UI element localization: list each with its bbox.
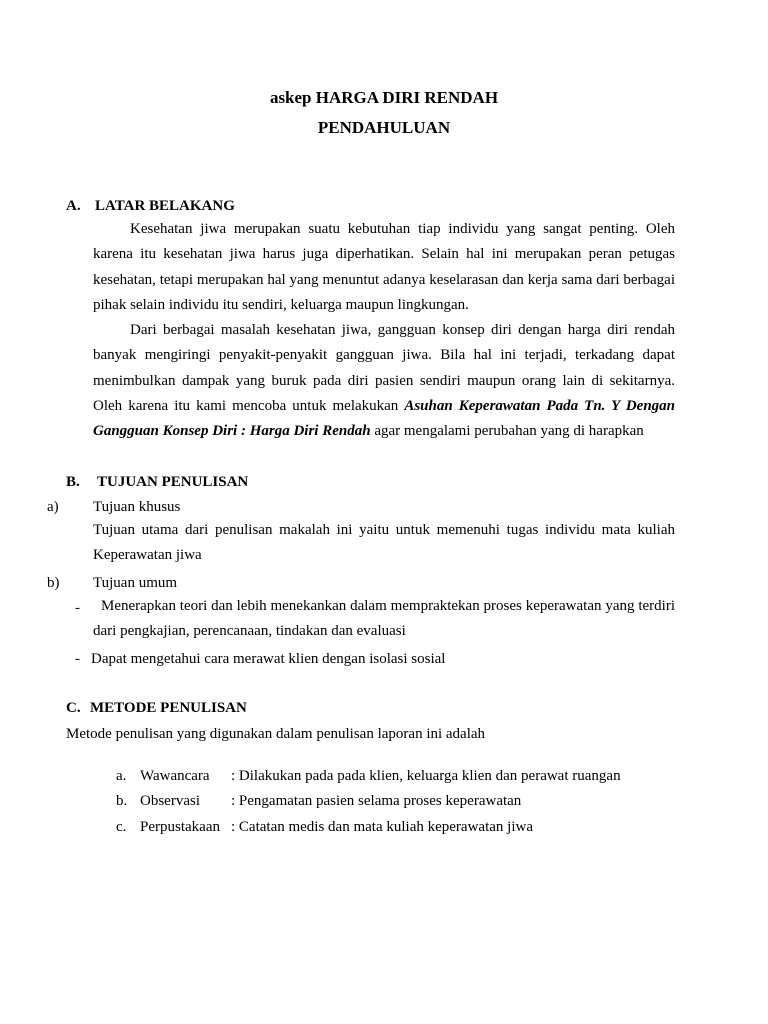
method-marker: a. [116,768,127,784]
section-a-heading: LATAR BELAKANG [95,198,235,214]
method-name: Observasi [140,793,200,809]
item-a-marker: a) [47,499,59,515]
item-a-text: Tujuan utama dari penulisan makalah ini yaitu untuk memenuhi tugas individu mata kuliah Keperawatan jiwa [93,522,675,564]
method-marker: c. [116,819,127,835]
item-a-title: Tujuan khusus [93,499,181,515]
method-name: Perpustakaan [140,819,220,835]
document-title [0,88,768,108]
section-c-intro: Metode penulisan yang digunakan dalam penulisan laporan ini adalah [66,726,486,742]
paragraph-2-text: Dari berbagai masalah kesehatan jiwa, gangguan konsep diri dengan harga diri rendah banyak mengiringi penyakit-penyakit gangguan jiwa. Bila hal ini terjadi, terkadang dapat menimbulkan dampak yang buruk pada diri pasien sendiri maupun orang lain di sekitarnya. Oleh karena itu kami mencoba untuk melakukan [93,322,675,414]
method-desc: : Dilakukan pada pada klien, keluarga klien dan perawat ruangan [231,768,621,784]
bullet-2-marker: - [75,651,80,667]
method-name: Wawancara [140,768,210,784]
bullet-1-marker: - [75,600,80,616]
title-prefix: askep [269,88,312,107]
title-main: HARGA DIRI RENDAH [315,88,499,107]
paragraph-2-end: agar mengalami perubahan yang di harapkan [370,423,644,440]
bullet-1-text: Menerapkan teori dan lebih menekankan dalam mempraktekan proses keperawatan yang terdiri dari pengkajian, perencanaan, tindakan dan evaluasi [93,598,675,640]
section-c-marker: C. [66,700,81,716]
section-a-paragraph-1: Kesehatan jiwa merupakan suatu kebutuhan tiap individu yang sangat penting. Oleh karena itu kesehatan jiwa harus juga diperhatikan. Selain hal ini merupakan peran petugas kesehatan, tetapi merupakan hal yang menuntut adanya keselarasan dan kerja sama dari berbagai pihak selain individu itu sendiri, keluarga maupun lingkungan. [93,221,675,313]
section-b-heading: TUJUAN PENULISAN [97,474,249,490]
method-marker: b. [116,793,128,809]
bullet-2-text: Dapat mengetahui cara merawat klien dengan isolasi sosial [91,651,446,667]
item-b-marker: b) [47,575,60,591]
document-subtitle: PENDAHULUAN [317,118,451,137]
section-b-marker: B. [66,474,80,490]
section-c-heading: METODE PENULISAN [90,700,247,716]
method-desc: : Catatan medis dan mata kuliah keperawatan jiwa [231,819,533,835]
paragraph-2-emphasis: Asuhan Keperawatan Pada Tn. Y Dengan Gangguan Konsep Diri : Harga Diri Rendah [93,397,676,440]
item-b-title: Tujuan umum [93,575,178,591]
section-a-paragraph-2 [93,318,675,444]
method-desc: : Pengamatan pasien selama proses keperawatan [231,793,522,809]
section-a-marker: A. [66,198,81,214]
